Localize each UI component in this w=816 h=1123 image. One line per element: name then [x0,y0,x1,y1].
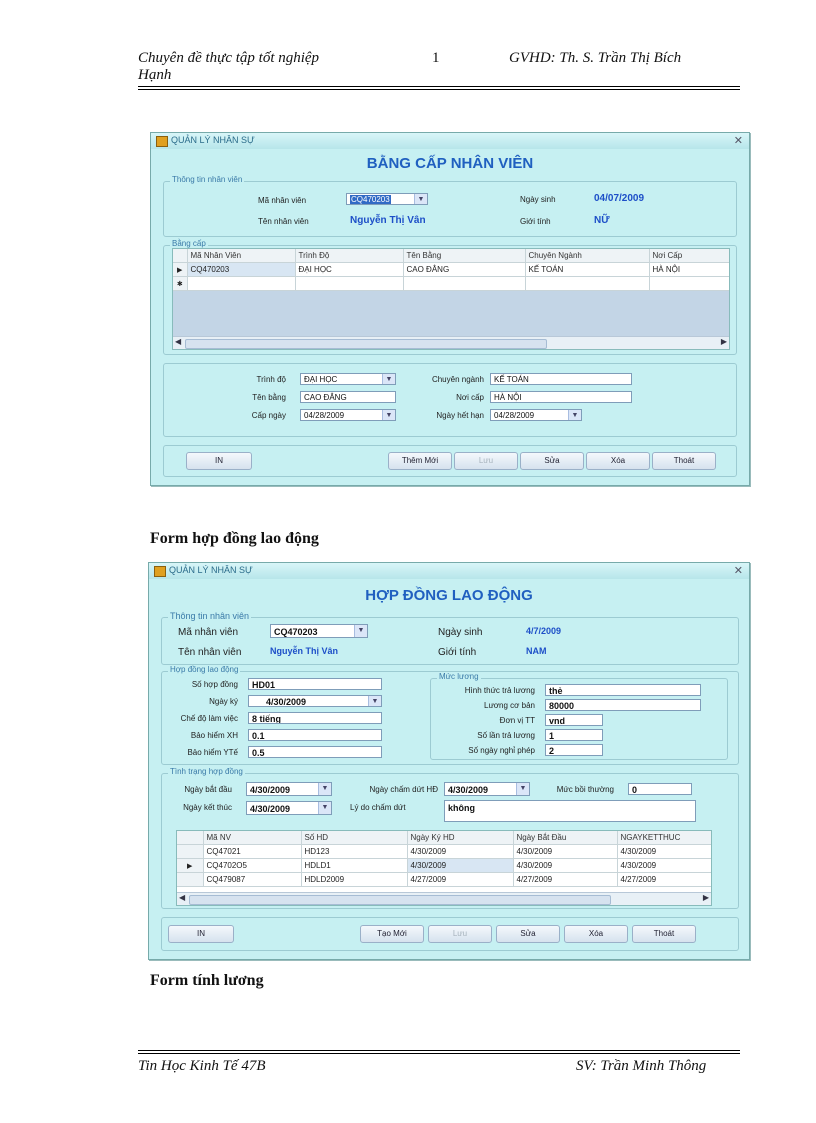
create-button[interactable]: Tạo Mới [360,925,424,943]
bhyt-input[interactable]: 0.5 [248,746,382,758]
grid-header-row [173,249,729,263]
column-header[interactable]: Chuyên Ngành [525,249,649,263]
group-label: Mức lương [439,672,479,681]
grid-header-row [177,831,711,845]
save-button[interactable]: Lưu [428,925,492,943]
so-lan-input[interactable]: 1 [545,729,603,741]
bang-cap-grid[interactable] [172,248,730,350]
label-ma-nv: Mã nhân viên [178,627,239,638]
close-icon[interactable]: ✕ [733,135,743,147]
window-title: QUẢN LÝ NHÂN SỰ [171,135,255,145]
chevron-down-icon[interactable]: ▼ [382,410,395,420]
label-so-lan: Số lần trả lương [477,731,535,740]
label-ngay-cham-dut: Ngày chấm dứt HĐ [369,785,438,794]
ngay-bat-dau-value: 4/30/2009 [250,785,291,795]
hop-dong-group [161,665,739,765]
label-ma-nv: Mã nhân viên [258,196,307,205]
label-so-hd: Số hợp đồng [191,680,238,689]
table-cell[interactable]: 4/30/2009 [513,845,617,859]
column-header[interactable]: Tên Bằng [403,249,525,263]
table-cell[interactable]: ĐẠI HỌC [295,263,403,277]
table-cell[interactable] [649,277,729,291]
label-gioi-tinh: Giới tính [438,647,477,658]
chevron-down-icon[interactable]: ▼ [368,696,381,706]
ngay-cham-dut-datepicker[interactable] [444,782,530,796]
column-header[interactable]: NGAYKETTHUC [617,831,711,845]
table-cell[interactable]: HÀ NỘI [649,263,729,277]
label-che-do: Chế độ làm việc [180,714,238,723]
row-header [177,845,203,859]
table-cell[interactable] [403,277,525,291]
exit-button[interactable]: Thoát [652,452,716,470]
chevron-down-icon[interactable]: ▼ [318,802,331,814]
column-header[interactable]: Ngày Bắt Đầu [513,831,617,845]
gioi-tinh-value: NAM [526,646,547,656]
title-bar [149,563,749,579]
group-label: Tình trạng hợp đồng [170,767,243,776]
caption-tinh-luong: Form tính lương [150,972,264,989]
table-row[interactable] [177,873,711,887]
row-header [173,249,187,263]
table-cell[interactable]: CQ470203 [187,263,295,277]
label-cap-ngay: Cấp ngày [251,411,286,420]
chevron-down-icon[interactable]: ▼ [318,783,331,795]
button-bar [163,445,737,477]
so-ngay-nghi-input[interactable]: 2 [545,744,603,756]
app-icon [156,136,168,147]
muc-boi-thuong-input[interactable]: 0 [628,783,692,795]
row-pointer-icon: ▶ [177,859,203,873]
table-cell[interactable]: 4/27/2009 [617,873,711,887]
chevron-down-icon[interactable]: ▼ [414,194,427,204]
horizontal-scrollbar[interactable] [173,336,729,349]
label-muc-boi-thuong: Mức bồi thường [556,785,614,794]
column-header[interactable]: Mã Nhân Viên [187,249,295,263]
edit-button[interactable]: Sửa [520,452,584,470]
ngay-ky-datepicker[interactable] [248,695,382,707]
employee-info-group [163,175,737,237]
scroll-right-icon[interactable]: ▶ [702,893,709,902]
new-row-icon: ✱ [173,277,187,291]
header-advisor: GVHD: Th. S. Trần Thị Bích [509,50,682,66]
label-ngay-het-han: Ngày hết hạn [436,411,484,420]
label-ngay-sinh: Ngày sinh [438,627,483,638]
employee-info-group [161,611,739,665]
close-icon[interactable]: ✕ [733,565,743,577]
label-hinh-thuc: Hình thức trả lương [464,686,535,695]
ten-nv-value: Nguyễn Thị Vân [270,646,339,656]
che-do-input[interactable]: 8 tiếng [248,712,382,724]
label-ly-do: Lý do chấm dứt [350,803,406,812]
caption-hop-dong: Form hợp đồng lao động [150,530,319,547]
label-ten-bang: Tên bằng [252,393,286,402]
hop-dong-grid[interactable] [176,830,712,906]
header-rule [138,86,740,87]
gioi-tinh-value: NỮ [594,215,610,226]
ngay-cham-dut-value: 4/30/2009 [448,785,489,795]
header-course: Chuyên đề thực tập tốt nghiệp [138,50,320,66]
table-cell[interactable]: 4/30/2009 [407,845,513,859]
table-cell[interactable]: 4/30/2009 [513,859,617,873]
ma-nv-value: CQ470203 [274,627,318,637]
ngay-het-han-datepicker[interactable] [490,409,582,421]
table-cell[interactable] [525,277,649,291]
label-ten-nv: Tên nhân viên [178,647,242,658]
label-bhyt: Bảo hiểm YTế [187,748,238,757]
table-cell[interactable]: 4/30/2009 [617,845,711,859]
scroll-thumb[interactable] [189,895,611,905]
row-pointer-icon: ▶ [173,263,187,277]
grid-empty-area [173,291,729,337]
table-row[interactable] [173,263,729,277]
label-chuyen-nganh: Chuyên ngành [431,375,484,384]
table-cell[interactable]: HD123 [301,845,407,859]
label-ngay-bat-dau: Ngày bắt đầu [184,785,232,794]
scroll-thumb[interactable] [185,339,547,349]
scroll-left-icon[interactable]: ◀ [179,893,186,902]
cap-ngay-datepicker[interactable] [300,409,396,421]
footer-student: SV: Trần Minh Thông [576,1058,707,1074]
scroll-left-icon[interactable]: ◀ [175,337,182,346]
column-header[interactable]: Số HD [301,831,407,845]
table-cell[interactable]: CAO ĐẲNG [403,263,525,277]
ngay-ket-thuc-datepicker[interactable] [246,801,332,815]
delete-button[interactable]: Xóa [586,452,650,470]
ma-nv-combo[interactable] [346,193,428,205]
ngay-het-han-value: 04/28/2009 [494,411,535,420]
window-title: QUẢN LÝ NHÂN SỰ [169,565,253,575]
so-hd-input[interactable]: HD01 [248,678,382,690]
detail-group [163,363,737,437]
ma-nv-combo[interactable] [270,624,368,638]
ngay-ky-value: 4/30/2009 [266,697,307,707]
scroll-right-icon[interactable]: ▶ [720,337,727,346]
exit-button[interactable]: Thoát [632,925,696,943]
table-cell[interactable]: CQ47021 [203,845,301,859]
row-header [177,873,203,887]
group-label: Hợp đồng lao động [170,665,239,674]
label-trinh-do: Trình độ [256,375,286,384]
label-noi-cap: Nơi cấp [456,393,484,402]
table-cell[interactable] [187,277,295,291]
luong-cb-input[interactable]: 80000 [545,699,701,711]
ngay-sinh-value: 4/7/2009 [526,626,562,636]
column-header[interactable]: Trình Độ [295,249,403,263]
cap-ngay-value: 04/28/2009 [304,411,345,420]
table-cell[interactable]: 4/30/2009 [617,859,711,873]
page-number: 1 [432,50,440,66]
title-bar [151,133,749,149]
bhxh-input[interactable]: 0.1 [248,729,382,741]
table-cell[interactable]: KẾ TOÁN [525,263,649,277]
chevron-down-icon[interactable]: ▼ [382,374,395,384]
bang-cap-group [163,239,737,355]
group-label: Bằng cấp [172,239,206,248]
footer-rule [138,1050,740,1051]
group-label: Thông tin nhân viên [170,611,250,621]
tinh-trang-group [161,767,739,909]
label-gioi-tinh: Giới tính [520,217,551,226]
label-ten-nv: Tên nhân viên [258,217,309,226]
table-cell[interactable] [295,277,403,291]
button-bar [161,917,739,951]
footer-rule-2 [138,1053,740,1054]
trinh-do-value: ĐẠI HỌC [304,375,338,384]
chuyen-nganh-input[interactable]: KẾ TOÁN [490,373,632,385]
print-button[interactable]: IN [168,925,234,943]
label-don-vi: Đơn vị TT [499,716,535,725]
table-cell[interactable]: CQ479087 [203,873,301,887]
form-heading: BẰNG CẤP NHÂN VIÊN [366,155,534,172]
form-bang-cap-window [150,132,750,486]
label-ngay-sinh: Ngày sinh [520,195,556,204]
table-row-selected[interactable] [177,859,711,873]
ten-nv-value: Nguyễn Thị Vân [350,215,426,226]
edit-button[interactable]: Sửa [496,925,560,943]
form-heading: HỢP ĐỒNG LAO ĐỘNG [365,587,533,604]
table-cell[interactable]: HDLD1 [301,859,407,873]
label-bhxh: Bảo hiểm XH [190,731,238,740]
chevron-down-icon[interactable]: ▼ [568,410,581,420]
group-label: Thông tin nhân viên [172,175,243,184]
column-header[interactable]: Ngày Ký HD [407,831,513,845]
label-so-ngay-nghi: Số ngày nghỉ phép [468,746,535,755]
trinh-do-combo[interactable] [300,373,396,385]
table-cell[interactable]: 4/30/2009 [407,859,513,873]
save-button[interactable]: Lưu [454,452,518,470]
delete-button[interactable]: Xóa [564,925,628,943]
print-button[interactable]: IN [186,452,252,470]
row-header [177,831,203,845]
table-cell[interactable]: HDLD2009 [301,873,407,887]
hinh-thuc-input[interactable]: thẻ [545,684,701,696]
table-row[interactable] [177,845,711,859]
muc-luong-group [430,672,728,760]
ngay-ket-thuc-value: 4/30/2009 [250,804,291,814]
table-cell[interactable]: 4/27/2009 [407,873,513,887]
header-course-cont: Hạnh [138,67,172,83]
ly-do-textarea[interactable]: không [444,800,696,822]
app-icon [154,566,166,577]
table-row-new[interactable] [173,277,729,291]
don-vi-input[interactable]: vnd [545,714,603,726]
add-button[interactable]: Thêm Mới [388,452,452,470]
noi-cap-input[interactable]: HÀ NỘI [490,391,632,403]
ngay-bat-dau-datepicker[interactable] [246,782,332,796]
footer-class: Tin Học Kinh Tế 47B [138,1058,266,1074]
horizontal-scrollbar[interactable] [177,892,711,905]
column-header[interactable]: Mã NV [203,831,301,845]
label-luong-cb: Lương cơ bản [484,701,535,710]
ten-bang-input[interactable]: CAO ĐẲNG [300,391,396,403]
table-cell[interactable]: 4/27/2009 [513,873,617,887]
chevron-down-icon[interactable]: ▼ [516,783,529,795]
ma-nv-value: CQ470203 [351,195,390,204]
label-ngay-ky: Ngày ký [209,697,238,706]
ngay-sinh-value: 04/07/2009 [594,193,645,204]
column-header[interactable]: Nơi Cấp [649,249,729,263]
table-cell[interactable]: CQ4702O5 [203,859,301,873]
chevron-down-icon[interactable]: ▼ [354,625,367,637]
label-ngay-ket-thuc: Ngày kết thúc [183,803,232,812]
header-rule-2 [138,89,740,90]
form-hop-dong-window [148,562,750,960]
